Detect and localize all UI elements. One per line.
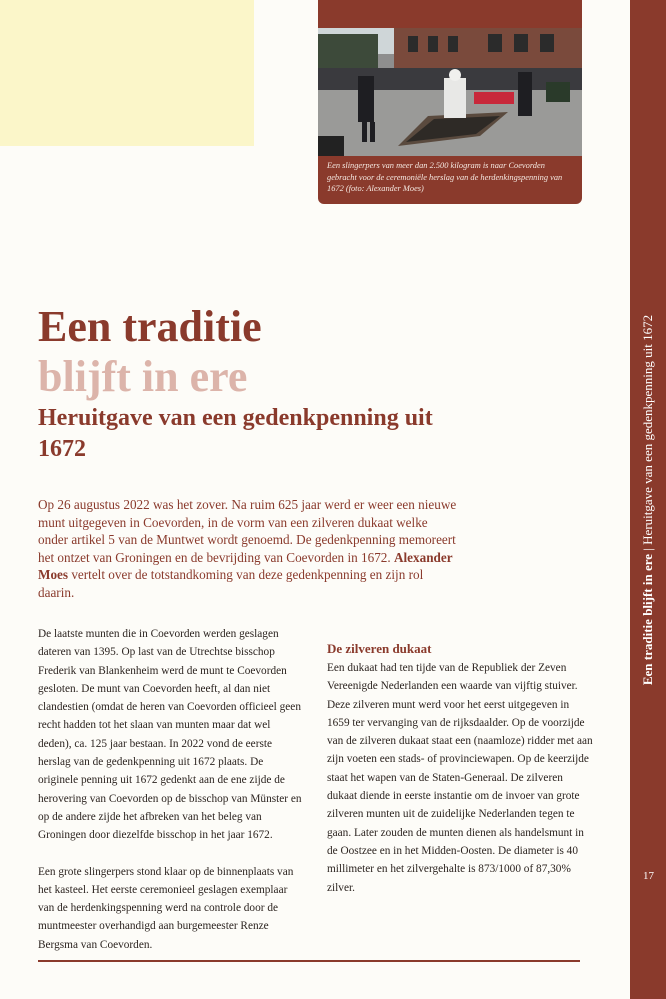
intro-text: Op 26 augustus 2022 was het zover. Na ruim 625 jaar werd er weer een nieuwe munt uitgegeven in Coevorden, in de vorm van een zilveren dukaat welke onder artikel 5 van de Muntwet wordt genoemd. De gedenkpenning memoreert het ontzet van Groningen en de bevrijding van Coevorden in 1672. <box>38 497 457 565</box>
running-header-title: Een traditie blijft in ere <box>640 553 655 686</box>
running-header <box>640 315 656 685</box>
left-column <box>38 625 304 954</box>
article-intro <box>38 496 458 601</box>
intro-end: vertelt over de totstandkoming van deze gedenkpenning en zijn rol daarin. <box>38 567 424 600</box>
section-heading: De zilveren dukaat <box>327 641 432 656</box>
intro-author: Alexander Moes <box>38 549 453 582</box>
running-header-separator: | <box>640 544 655 554</box>
right-column <box>327 640 593 897</box>
ceremony-photo <box>318 28 582 156</box>
bottom-rule <box>38 960 580 962</box>
page-number: 17 <box>643 870 654 882</box>
photo-caption: Een slingerpers van meer dan 2.500 kilogram is naar Coevorden gebracht voor de ceremoniële herslag van de herdenkingspenning van 1672 (foto: Alexander Moes) <box>327 161 563 193</box>
body-paragraph: De laatste munten die in Coevorden werden geslagen dateren van 1395. Op last van de Utrechtse bisschop Frederik van Blankenheim werd de munt te Coevorden gesloten. De munt van Coevorden heeft, al dan niet clandestien (omdat de heren van Coevorden officieel geen recht hadden tot het slaan van munten maar dat wel deden), ca. 125 jaar bestaan. In 2022 vond de eerste herslag van de gedenkpenning uit 1672 plaats. De originele penning uit 1672 gedenkt aan de ene zijde de herovering van Coevorden op de bisschop van Münster en op de andere zijde het afbreken van het beleg van Groningen door diezelfde bisschop in het jaar 1672. <box>38 628 302 842</box>
photo-card <box>318 0 582 204</box>
ceremony-photo-image <box>318 28 582 156</box>
article-title-line1: Een traditie <box>38 302 262 351</box>
running-header-subtitle: Heruitgave van een gedenkpenning uit 1672 <box>640 314 655 545</box>
body-paragraph: Een grote slingerpers stond klaar op de binnenplaats van het kasteel. Het eerste ceremonieel geslagen exemplaar van de herdenkingspenning werd na controle door de muntmeester overhandigd aan burgemeester Renze Bergsma van Coevorden. <box>38 865 294 951</box>
article-subtitle: Heruitgave van een gedenkpenning uit 1672 <box>38 405 433 462</box>
sticky-note <box>0 0 254 146</box>
body-paragraph: Een dukaat had ten tijde van de Republiek der Zeven Vereenigde Nederlanden een waarde van vijftig stuiver. Deze zilveren munt werd voor het eerst uitgegeven in 1659 ter vervanging van de rijksdaalder. Op de voorzijde van de zilveren dukaat staat een (naamloze) ridder met aan zijn voeten een stads- of provinciewapen. Op de keerzijde staat het wapen van de Staten-Generaal. De zilveren dukaat diende in eerste instantie om de invoer van grote zilveren munten uit de zuidelijke Nederlanden tegen te gaan. Later zouden de munten dienen als handelsmunt in de Oostzee en in het Midden-Oosten. De diameter is 40 millimeter en het zilvergehalte is 873/1000 of 87,30% zilver. <box>327 662 593 894</box>
article-title-line2: blijft in ere <box>38 352 248 401</box>
